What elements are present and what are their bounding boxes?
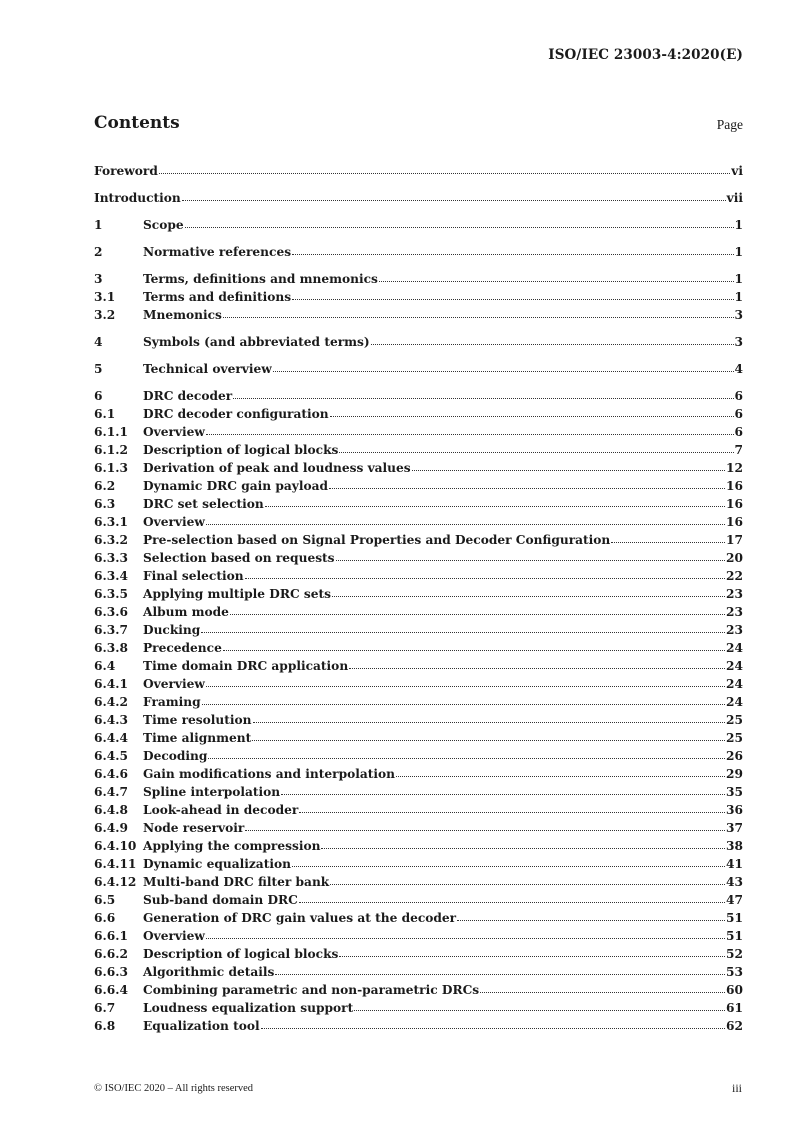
toc-entry-number: 6.3.2 [94, 533, 128, 547]
toc-entry-number: 6.4.1 [94, 677, 128, 691]
toc-entry-number: 6.4 [94, 659, 116, 673]
toc-entry[interactable] [94, 640, 743, 658]
toc-entry[interactable] [94, 361, 743, 379]
toc-entry-title: Applying the compression [143, 839, 321, 853]
toc-entry-page: 3 [734, 335, 743, 349]
toc-entry[interactable] [94, 568, 743, 586]
toc-entry-number: 6.4.12 [94, 875, 137, 889]
toc-entry-title: Time domain DRC application [143, 659, 349, 673]
toc-entry-page: 12 [726, 461, 743, 475]
dot-leader [349, 657, 725, 669]
toc-entry-number: 6.3.8 [94, 641, 128, 655]
toc-entry-number: 6.4.10 [94, 839, 137, 853]
toc-entry[interactable] [94, 514, 743, 532]
toc-entry-title: Sub-band domain DRC [143, 893, 298, 907]
dot-leader [292, 288, 733, 300]
toc-entry-page: 16 [726, 479, 743, 493]
toc-entry-page: 6 [734, 389, 743, 403]
toc-entry[interactable] [94, 217, 743, 235]
dot-leader [275, 963, 725, 975]
toc-entry[interactable] [94, 388, 743, 406]
toc-entry-title: Loudness equalization support [143, 1001, 354, 1015]
toc-entry-page: 51 [726, 911, 743, 925]
toc-entry-page: 53 [726, 965, 743, 979]
toc-entry-title: Overview [143, 425, 205, 439]
toc-entry-page: 3 [734, 308, 743, 322]
toc-entry-title: Selection based on requests [143, 551, 335, 565]
toc-entry-number: 6.3.6 [94, 605, 128, 619]
toc-entry-number: 6.4.8 [94, 803, 128, 817]
toc-entry-page: 41 [726, 857, 743, 871]
toc-entry[interactable] [94, 910, 743, 928]
toc-entry-page: 22 [726, 569, 743, 583]
toc-entry[interactable] [94, 964, 743, 982]
toc-entry-title: Introduction [94, 191, 181, 205]
toc-entry-page: 61 [726, 1001, 743, 1015]
toc-entry-title: Overview [143, 677, 205, 691]
dot-leader [332, 585, 725, 597]
toc-entry-title: Album mode [143, 605, 229, 619]
toc-entry[interactable] [94, 289, 743, 307]
toc-entry-number: 6.3.3 [94, 551, 128, 565]
toc-entry-page: 62 [726, 1019, 743, 1033]
toc-entry-page: 36 [726, 803, 743, 817]
toc-entry-title: Terms and definitions [143, 290, 292, 304]
toc-entry-page: 17 [726, 533, 743, 547]
toc-entry[interactable] [94, 820, 743, 838]
dot-leader [292, 855, 725, 867]
toc-entry-title: DRC set selection [143, 497, 264, 511]
dot-leader [245, 567, 725, 579]
dot-leader [261, 1017, 725, 1029]
dot-leader [330, 405, 734, 417]
toc-entry[interactable] [94, 424, 743, 442]
toc-entry-page: 1 [734, 245, 743, 259]
dot-leader [223, 306, 734, 318]
dot-leader [412, 459, 725, 471]
toc-entry-title: Applying multiple DRC sets [143, 587, 332, 601]
dot-leader [273, 360, 734, 372]
toc-entry-number: 6 [94, 389, 103, 403]
toc-entry-page: 20 [726, 551, 743, 565]
toc-entry-number: 1 [94, 218, 103, 232]
toc-entry-number: 3 [94, 272, 103, 286]
toc-entry[interactable] [94, 892, 743, 910]
toc-entry-title: Mnemonics [143, 308, 222, 322]
toc-entry-title: Node reservoir [143, 821, 245, 835]
toc-entry-title: Normative references [143, 245, 292, 259]
toc-entry-title: Time alignment [143, 731, 252, 745]
toc-entry-page: 23 [726, 605, 743, 619]
toc-entry-number: 6.4.2 [94, 695, 128, 709]
toc-entry[interactable] [94, 694, 743, 712]
toc-entry[interactable] [94, 307, 743, 325]
toc-entry-page: 24 [726, 659, 743, 673]
toc-entry-title: Look-ahead in decoder [143, 803, 299, 817]
toc-entry-number: 6.1 [94, 407, 116, 421]
toc-entry-title: DRC decoder configuration [143, 407, 329, 421]
toc-entry-page: vi [731, 164, 743, 178]
toc-entry-page: 1 [734, 290, 743, 304]
toc-entry-page: 6 [734, 407, 743, 421]
toc-entry-number: 6.3.4 [94, 569, 128, 583]
toc-entry-number: 6.4.11 [94, 857, 137, 871]
toc-entry[interactable] [94, 478, 743, 496]
dot-leader [206, 927, 725, 939]
toc-entry-title: Time resolution [143, 713, 252, 727]
toc-entry[interactable] [94, 622, 743, 640]
dot-leader [182, 189, 726, 201]
toc-entry-title: Description of logical blocks [143, 443, 339, 457]
dot-leader [206, 513, 725, 525]
toc-entry-number: 6.4.6 [94, 767, 128, 781]
toc-entry-number: 6.4.9 [94, 821, 128, 835]
contents-title: Contents [94, 113, 180, 133]
dot-leader [233, 387, 733, 399]
toc-entry-page: 6 [734, 425, 743, 439]
dot-leader [299, 891, 725, 903]
dot-leader [339, 441, 733, 453]
toc-entry-number: 6.6.3 [94, 965, 128, 979]
dot-leader [208, 747, 725, 759]
toc-entry-title: Terms, definitions and mnemonics [143, 272, 378, 286]
toc-entry[interactable] [94, 784, 743, 802]
toc-entry-page: 24 [726, 677, 743, 691]
toc-entry-number: 6.1.1 [94, 425, 128, 439]
toc-entry-page: 1 [734, 272, 743, 286]
dot-leader [206, 423, 734, 435]
toc-entry[interactable] [94, 1018, 743, 1036]
dot-leader [159, 162, 730, 174]
toc-entry[interactable] [94, 271, 743, 289]
toc-entry[interactable] [94, 676, 743, 694]
toc-entry[interactable] [94, 190, 743, 208]
toc-entry-title: Description of logical blocks [143, 947, 339, 961]
toc-entry-title: Algorithmic details [143, 965, 275, 979]
toc-entry[interactable] [94, 532, 743, 550]
toc-entry-number: 6.2 [94, 479, 116, 493]
toc-entry-title: Framing [143, 695, 201, 709]
dot-leader [371, 333, 734, 345]
document-id-header: ISO/IEC 23003-4:2020(E) [548, 47, 743, 63]
toc-entry-number: 6.7 [94, 1001, 116, 1015]
toc-entry[interactable] [94, 604, 743, 622]
toc-entry[interactable] [94, 928, 743, 946]
toc-entry-title: Precedence [143, 641, 222, 655]
toc-entry-number: 6.3.7 [94, 623, 128, 637]
dot-leader [230, 603, 725, 615]
toc-entry-title: Derivation of peak and loudness values [143, 461, 411, 475]
toc-entry[interactable] [94, 1000, 743, 1018]
toc-entry-page: 52 [726, 947, 743, 961]
toc-entry-page: 25 [726, 713, 743, 727]
toc-entry[interactable] [94, 496, 743, 514]
toc-entry-page: 47 [726, 893, 743, 907]
toc-entry[interactable] [94, 586, 743, 604]
toc-entry-page: 29 [726, 767, 743, 781]
toc-entry[interactable] [94, 712, 743, 730]
toc-entry-number: 5 [94, 362, 103, 376]
toc-entry-page: 60 [726, 983, 743, 997]
toc-entry[interactable] [94, 748, 743, 766]
toc-entry-title: Dynamic DRC gain payload [143, 479, 329, 493]
dot-leader [201, 621, 725, 633]
toc-entry-page: 23 [726, 587, 743, 601]
dot-leader [281, 783, 725, 795]
dot-leader [379, 270, 734, 282]
toc-entry-number: 6.6 [94, 911, 116, 925]
toc-entry-title: Gain modifications and interpolation [143, 767, 395, 781]
dot-leader [202, 693, 725, 705]
toc-entry-number: 6.1.3 [94, 461, 128, 475]
dot-leader [457, 909, 725, 921]
toc-entry-title: Spline interpolation [143, 785, 281, 799]
dot-leader [252, 729, 725, 741]
dot-leader [292, 243, 733, 255]
toc-entry[interactable] [94, 442, 743, 460]
toc-entry[interactable] [94, 550, 743, 568]
dot-leader [253, 711, 726, 723]
toc-entry-page: 51 [726, 929, 743, 943]
toc-entry-title: Overview [143, 515, 205, 529]
toc-entry[interactable] [94, 334, 743, 352]
toc-entry[interactable] [94, 874, 743, 892]
dot-leader [396, 765, 725, 777]
toc-entry-number: 6.8 [94, 1019, 116, 1033]
toc-entry-number: 6.3.5 [94, 587, 128, 601]
toc-entry-page: 4 [734, 362, 743, 376]
toc-entry-title: Foreword [94, 164, 158, 178]
toc-entry[interactable] [94, 730, 743, 748]
toc-entry-number: 6.4.5 [94, 749, 128, 763]
copyright-footer: © ISO/IEC 2020 – All rights reserved [94, 1083, 254, 1094]
dot-leader [185, 216, 734, 228]
toc-entry[interactable] [94, 982, 743, 1000]
toc-entry-title: Final selection [143, 569, 244, 583]
toc-entry-number: 6.4.7 [94, 785, 128, 799]
toc-entry-title: DRC decoder [143, 389, 233, 403]
dot-leader [330, 873, 725, 885]
toc-entry-title: Overview [143, 929, 205, 943]
toc-entry[interactable] [94, 244, 743, 262]
toc-entry-page: 16 [726, 515, 743, 529]
toc-entry-page: 25 [726, 731, 743, 745]
toc-entry-number: 4 [94, 335, 103, 349]
dot-leader [299, 801, 725, 813]
page-number: iii [731, 1081, 742, 1095]
dot-leader [265, 495, 725, 507]
toc-entry-title: Decoding [143, 749, 208, 763]
dot-leader [206, 675, 725, 687]
toc-entry-number: 6.6.2 [94, 947, 128, 961]
toc-entry-number: 2 [94, 245, 103, 259]
toc-entry-title: Equalization tool [143, 1019, 260, 1033]
toc-entry[interactable] [94, 856, 743, 874]
dot-leader [354, 999, 725, 1011]
toc-entry-title: Generation of DRC gain values at the decoder [143, 911, 457, 925]
toc-entry-page: 24 [726, 641, 743, 655]
page-column-label: Page [716, 117, 743, 132]
toc-entry-number: 3.1 [94, 290, 116, 304]
toc-entry-number: 6.6.1 [94, 929, 128, 943]
toc-entry-page: 7 [734, 443, 743, 457]
toc-entry-page: vii [726, 191, 743, 205]
toc-entry[interactable] [94, 163, 743, 181]
toc-entry[interactable] [94, 406, 743, 424]
dot-leader [321, 837, 725, 849]
toc-entry[interactable] [94, 658, 743, 676]
toc-entry[interactable] [94, 460, 743, 478]
toc-entry-title: Dynamic equalization [143, 857, 291, 871]
toc-entry-page: 38 [726, 839, 743, 853]
dot-leader [611, 531, 725, 543]
toc-entry-title: Scope [143, 218, 184, 232]
toc-entry-number: 6.3 [94, 497, 116, 511]
toc-entry[interactable] [94, 802, 743, 820]
toc-entry-number: 6.3.1 [94, 515, 128, 529]
toc-entry-title: Pre-selection based on Signal Properties and Decoder Configuration [143, 533, 611, 547]
toc-entry-number: 3.2 [94, 308, 116, 322]
toc-entry-page: 43 [726, 875, 743, 889]
toc-entry-page: 23 [726, 623, 743, 637]
toc-entry-number: 6.4.4 [94, 731, 128, 745]
dot-leader [223, 639, 725, 651]
dot-leader [329, 477, 725, 489]
dot-leader [339, 945, 725, 957]
dot-leader [336, 549, 725, 561]
table-of-contents [94, 0, 743, 1122]
dot-leader [480, 981, 725, 993]
toc-entry-page: 24 [726, 695, 743, 709]
toc-entry-page: 1 [734, 218, 743, 232]
toc-entry-title: Ducking [143, 623, 201, 637]
toc-entry[interactable] [94, 766, 743, 784]
toc-entry[interactable] [94, 946, 743, 964]
toc-entry-number: 6.5 [94, 893, 116, 907]
toc-entry-number: 6.4.3 [94, 713, 128, 727]
toc-entry-title: Symbols (and abbreviated terms) [143, 335, 370, 349]
toc-entry-page: 35 [726, 785, 743, 799]
toc-entry-page: 26 [726, 749, 743, 763]
toc-entry-page: 37 [726, 821, 743, 835]
toc-entry-title: Combining parametric and non-parametric DRCs [143, 983, 480, 997]
dot-leader [245, 819, 725, 831]
toc-entry-number: 6.6.4 [94, 983, 128, 997]
toc-entry-title: Technical overview [143, 362, 272, 376]
toc-entry[interactable] [94, 838, 743, 856]
toc-entry-title: Multi-band DRC filter bank [143, 875, 330, 889]
toc-entry-number: 6.1.2 [94, 443, 128, 457]
toc-entry-page: 16 [726, 497, 743, 511]
